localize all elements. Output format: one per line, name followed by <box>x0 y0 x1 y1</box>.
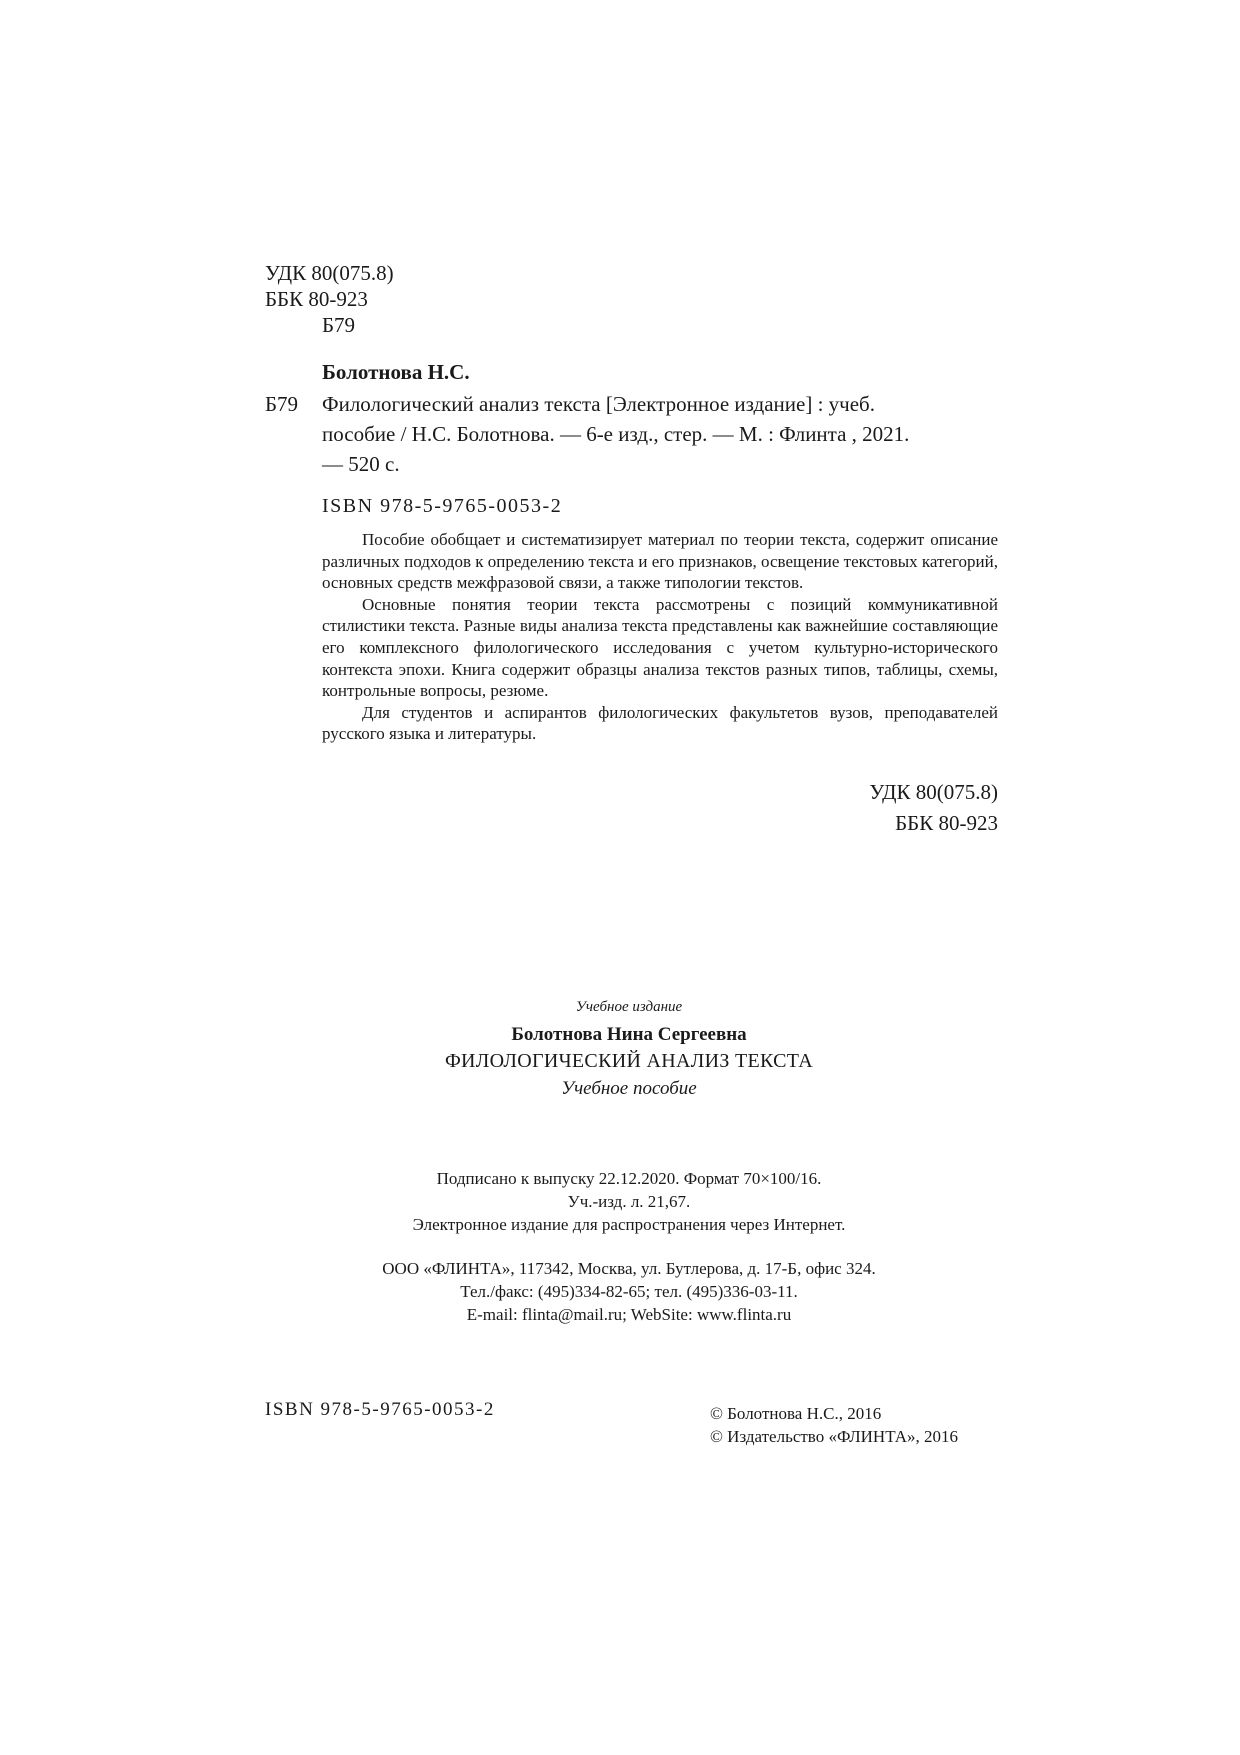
author-heading: Болотнова Н.С. <box>322 360 470 384</box>
bibliographic-line-2: пособие / Н.С. Болотнова. — 6-е изд., стер. — М. : Флинта , 2021. <box>322 422 910 446</box>
annotation <box>322 529 998 745</box>
bbk-code-bottom: ББК 80-923 <box>895 811 998 835</box>
isbn-top: ISBN 978-5-9765-0053-2 <box>322 495 563 517</box>
author-code: Б79 <box>322 313 356 337</box>
udk-code: УДК 80(075.8) <box>265 261 394 285</box>
annotation-paragraph-3: Для студентов и аспирантов филологических факультетов вузов, преподавателей русского языка и литературы. <box>322 702 998 744</box>
isbn-bottom: ISBN 978-5-9765-0053-2 <box>265 1399 495 1420</box>
imprint-distribution: Электронное издание для распространения через Интернет. <box>412 1215 846 1234</box>
annotation-paragraph-2: Основные понятия теории текста рассмотрены с позиций коммуникативной стилистики текста. Разные виды анализа текста представлены как важнейшие составляющие его комплексного филологического исследования с учетом культурно-исторического контекста эпохи. Книга содержит образцы анализа текстов разных типов, таблицы, схемы, контрольные вопросы, резюме. <box>322 594 998 701</box>
author-code-margin: Б79 <box>265 392 299 416</box>
book-subtitle: Учебное пособие <box>561 1078 697 1099</box>
imprint-sheets: Уч.-изд. л. 21,67. <box>567 1192 691 1211</box>
publisher-phones: Тел./факс: (495)334-82-65; тел. (495)336-03-11. <box>460 1282 798 1301</box>
copyright-author: © Болотнова Н.С., 2016 <box>710 1404 882 1423</box>
bibliographic-line-1: Филологический анализ текста [Электронное издание] : учеб. <box>322 392 875 416</box>
publisher-address: ООО «ФЛИНТА», 117342, Москва, ул. Бутлерова, д. 17-Б, офис 324. <box>382 1259 876 1278</box>
full-author-name: Болотнова Нина Сергеевна <box>511 1024 747 1045</box>
imprint-signed: Подписано к выпуску 22.12.2020. Формат 70×100/16. <box>436 1169 822 1188</box>
bibliographic-line-3: — 520 с. <box>322 452 400 476</box>
bbk-code: ББК 80-923 <box>265 287 368 311</box>
annotation-paragraph-1: Пособие обобщает и систематизирует материал по теории текста, содержит описание различных подходов к определению текста и его признаков, освещение текстовых категорий, основных средств межфразовой связи, а также типологии текстов. <box>322 530 998 593</box>
edition-type: Учебное издание <box>575 999 683 1015</box>
book-title: ФИЛОЛОГИЧЕСКИЙ АНАЛИЗ ТЕКСТА <box>444 1050 814 1072</box>
copyright-publisher: © Издательство «ФЛИНТА», 2016 <box>710 1427 959 1446</box>
udk-code-bottom: УДК 80(075.8) <box>869 780 998 804</box>
publisher-contacts: E-mail: flinta@mail.ru; WebSite: www.flinta.ru <box>466 1305 792 1324</box>
